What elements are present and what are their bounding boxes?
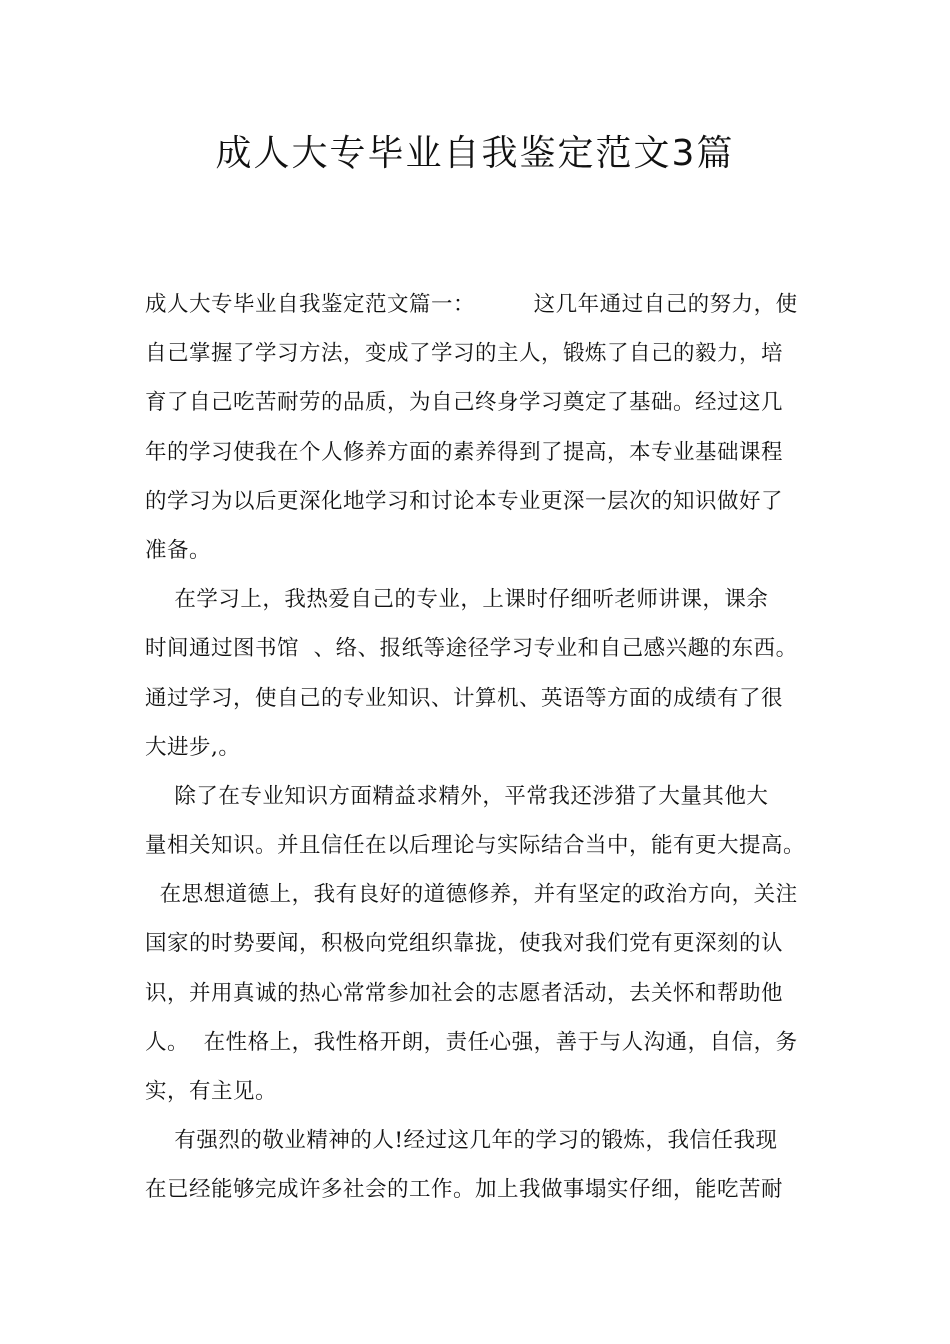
text-line: 量相关知识。并且信任在以后理论与实际结合当中，能有更大提高。 <box>145 833 806 859</box>
text-line: 大进步,。 <box>145 734 241 760</box>
text-line: 育了自己吃苦耐劳的品质，为自己终身学习奠定了基础。经过这几 <box>145 390 784 416</box>
text-line: 在思想道德上，我有良好的道德修养，并有坚定的政治方向，关注 <box>145 882 798 908</box>
text-line: 成人大专毕业自我鉴定范文篇一： 这几年通过自己的努力，使 <box>145 292 798 317</box>
text-line: 在学习上，我热爱自己的专业，上课时仔细听老师讲课，课余 <box>145 587 769 613</box>
text-line: 在已经能够完成许多社会的工作。加上我做事塌实仔细，能吃苦耐 <box>145 1177 784 1203</box>
document-body <box>145 280 815 1215</box>
text-line: 有强烈的敬业精神的人!经过这几年的学习的锻炼，我信任我现 <box>145 1128 778 1154</box>
text-line: 的学习为以后更深化地学习和讨论本专业更深一层次的知识做好了 <box>145 488 784 514</box>
text-line: 通过学习，使自己的专业知识、计算机、英语等方面的成绩有了很 <box>145 685 784 711</box>
text-line: 年的学习使我在个人修养方面的素养得到了提高，本专业基础课程 <box>145 439 784 465</box>
text-line: 除了在专业知识方面精益求精外，平常我还涉猎了大量其他大 <box>145 783 769 809</box>
text-line: 人。 在性格上，我性格开朗，责任心强，善于与人沟通，自信，务 <box>145 1029 798 1055</box>
text-line: 识，并用真诚的热心常常参加社会的志愿者活动，去关怀和帮助他 <box>145 980 784 1006</box>
document-title: 成人大专毕业自我鉴定范文3篇 <box>215 133 735 174</box>
text-line: 实，有主见。 <box>145 1079 278 1104</box>
text-line: 国家的时势要闻，积极向党组织靠拢，使我对我们党有更深刻的认 <box>145 931 784 957</box>
text-line: 时间通过图书馆 、络、报纸等途径学习专业和自己感兴趣的东西。 <box>145 636 798 662</box>
text-line: 自己掌握了学习方法，变成了学习的主人，锻炼了自己的毅力，培 <box>145 341 784 367</box>
text-line: 准备。 <box>145 537 212 563</box>
